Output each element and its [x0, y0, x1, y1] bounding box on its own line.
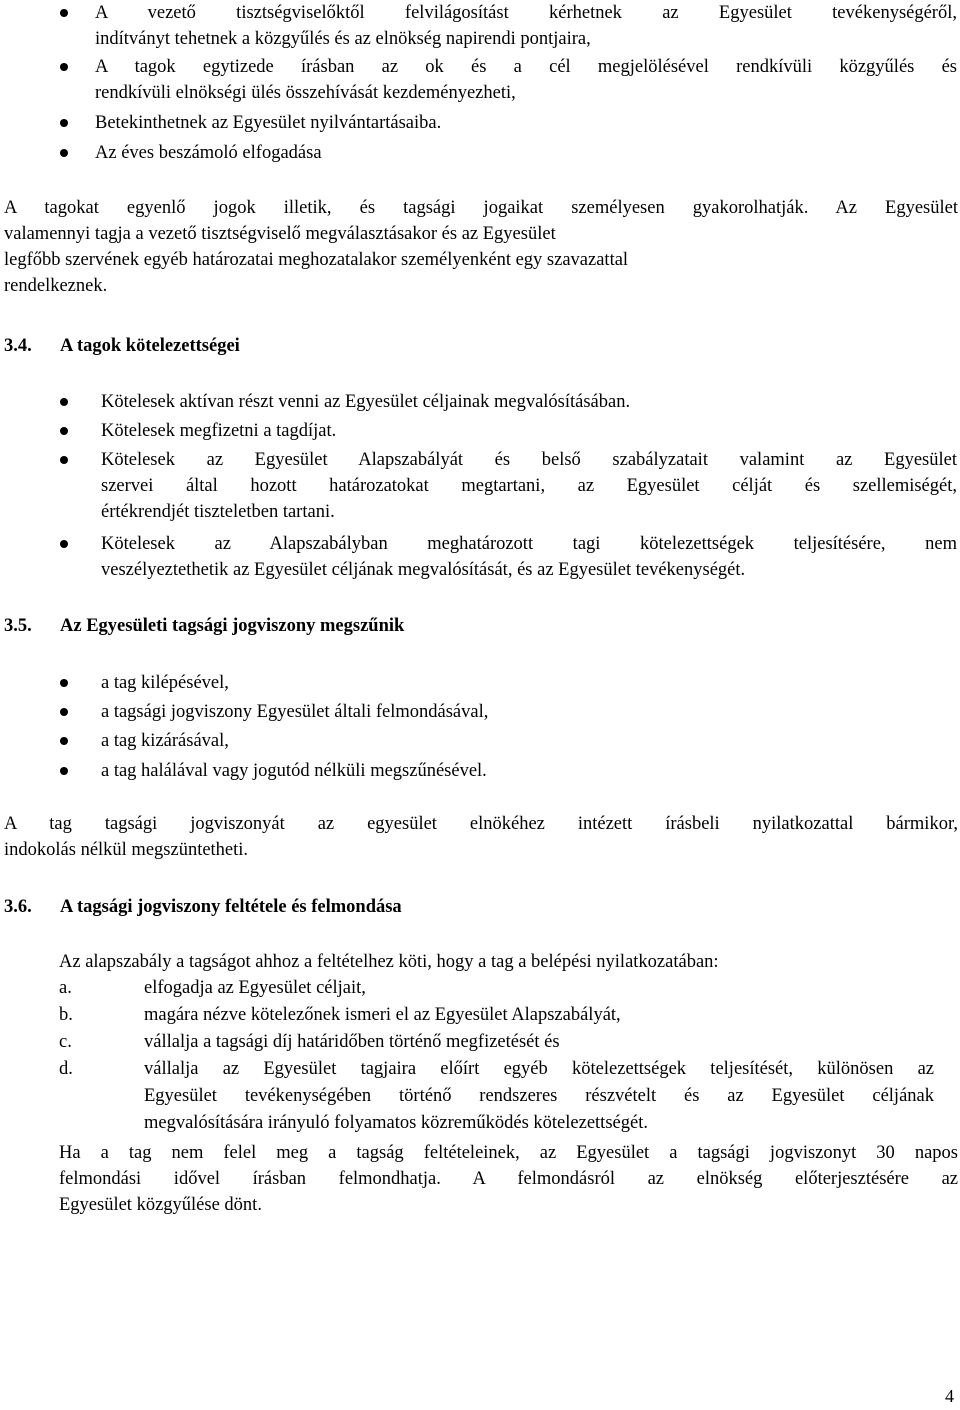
page-number: 4 — [945, 1386, 954, 1406]
section-3-6-heading-number: 3.6. — [4, 897, 32, 917]
section-3-4-heading-number: 3.4. — [4, 336, 32, 356]
obligations-item-line: Kötelesek aktívan részt venni az Egyesület céljainak megvalósításában. — [101, 392, 631, 412]
membership-end-line: Ha a tag nem felel meg a tagság feltételeinek, az Egyesület a tagsági jogviszonyt 30 napos — [59, 1143, 958, 1163]
condition-marker: b. — [59, 1005, 73, 1025]
section-3-4-heading — [4, 333, 240, 359]
rights-item-line: Betekinthetnek az Egyesület nyilvántartásaiba. — [95, 113, 442, 133]
condition-line: elfogadja az Egyesület céljait, — [144, 978, 366, 998]
section-3-4-heading-title: A tagok kötelezettségei — [60, 336, 240, 356]
rights-bullet — [60, 9, 68, 17]
equal-rights-line: valamennyi tagja a vezető tisztségviselő megválasztásakor és az Egyesület — [4, 224, 556, 244]
termination-bullet — [60, 708, 68, 716]
termination-note-line: A tag tagsági jogviszonyát az egyesület elnökéhez intézett írásbeli nyilatkozattal bármikor, — [4, 814, 958, 834]
termination-item-line: a tagsági jogviszony Egyesület általi felmondásával, — [101, 702, 489, 722]
termination-bullet — [60, 767, 68, 775]
rights-bullet — [60, 149, 68, 157]
obligations-item-line: Kötelesek az Alapszabályban meghatározott tagi kötelezettségek teljesítésére, nem — [101, 534, 957, 554]
termination-item-line: a tag kizárásával, — [101, 731, 229, 751]
section-3-6-heading — [4, 894, 402, 920]
obligations-bullet — [60, 456, 68, 464]
obligations-item-line: veszélyeztethetik az Egyesület céljának megvalósítását, és az Egyesület tevékenységét. — [101, 560, 746, 580]
condition-marker: a. — [59, 978, 72, 998]
condition-marker: c. — [59, 1032, 72, 1052]
rights-item-line: Az éves beszámoló elfogadása — [95, 143, 322, 163]
condition-line: magára nézve kötelezőnek ismeri el az Egyesület Alapszabályát, — [144, 1005, 621, 1025]
equal-rights-line: rendelkeznek. — [4, 276, 108, 296]
rights-item-line: indítványt tehetnek a közgyűlés és az elnökség napirendi pontjaira, — [95, 29, 591, 49]
termination-bullet — [60, 737, 68, 745]
section-3-5-heading — [4, 613, 404, 639]
termination-note-line: indokolás nélkül megszüntetheti. — [4, 840, 249, 860]
termination-bullet — [60, 679, 68, 687]
condition-marker: d. — [59, 1059, 73, 1079]
obligations-bullet — [60, 540, 68, 548]
obligations-bullet — [60, 427, 68, 435]
membership-end-line: felmondási idővel írásban felmondhatja. A felmondásról az elnökség előterjesztésére az — [59, 1169, 958, 1189]
section-3-5-heading-title: Az Egyesületi tagsági jogviszony megszűnik — [60, 616, 405, 636]
equal-rights-line: legfőbb szervének egyéb határozatai meghozatalakor személyenként egy szavazattal — [4, 250, 629, 270]
equal-rights-line: A tagokat egyenlő jogok illetik, és tagsági jogaikat személyesen gyakorolhatják. Az Egyesület — [4, 198, 958, 218]
obligations-item-line: Kötelesek az Egyesület Alapszabályát és belső szabályzatait valamint az Egyesület — [101, 450, 957, 470]
termination-item-line: a tag halálával vagy jogutód nélküli megszűnésével. — [101, 761, 487, 781]
rights-item-line: A tagok egytizede írásban az ok és a cél megjelölésével rendkívüli közgyűlés és — [95, 57, 957, 77]
section-3-5-heading-number: 3.5. — [4, 616, 32, 636]
membership-end-line: Egyesület közgyűlése dönt. — [59, 1195, 262, 1215]
rights-bullet — [60, 119, 68, 127]
obligations-item-line: értékrendjét tiszteletben tartani. — [101, 502, 335, 522]
rights-bullet — [60, 63, 68, 71]
section-3-6-intro: Az alapszabály a tagságot ahhoz a feltételhez köti, hogy a tag a belépési nyilatkozatában: — [59, 952, 719, 972]
condition-line: Egyesület tevékenységében történő rendszeres részvételt és az Egyesület céljának — [144, 1086, 934, 1106]
condition-line: megvalósítására irányuló folyamatos közreműködés kötelezettségét. — [144, 1113, 648, 1133]
rights-item-line: rendkívüli elnökségi ülés összehívását kezdeményezheti, — [95, 83, 516, 103]
obligations-bullet — [60, 398, 68, 406]
condition-line: vállalja a tagsági díj határidőben történő megfizetését és — [144, 1032, 560, 1052]
obligations-item-line: Kötelesek megfizetni a tagdíjat. — [101, 421, 337, 441]
condition-line: vállalja az Egyesület tagjaira előírt egyéb kötelezettségek teljesítését, különösen az — [144, 1059, 934, 1079]
section-3-6-heading-title: A tagsági jogviszony feltétele és felmondása — [60, 897, 402, 917]
obligations-item-line: szervei által hozott határozatokat megtartani, az Egyesület célját és szellemiségét, — [101, 476, 957, 496]
termination-item-line: a tag kilépésével, — [101, 673, 229, 693]
rights-item-line: A vezető tisztségviselőktől felvilágosítást kérhetnek az Egyesület tevékenységéről, — [95, 3, 957, 23]
